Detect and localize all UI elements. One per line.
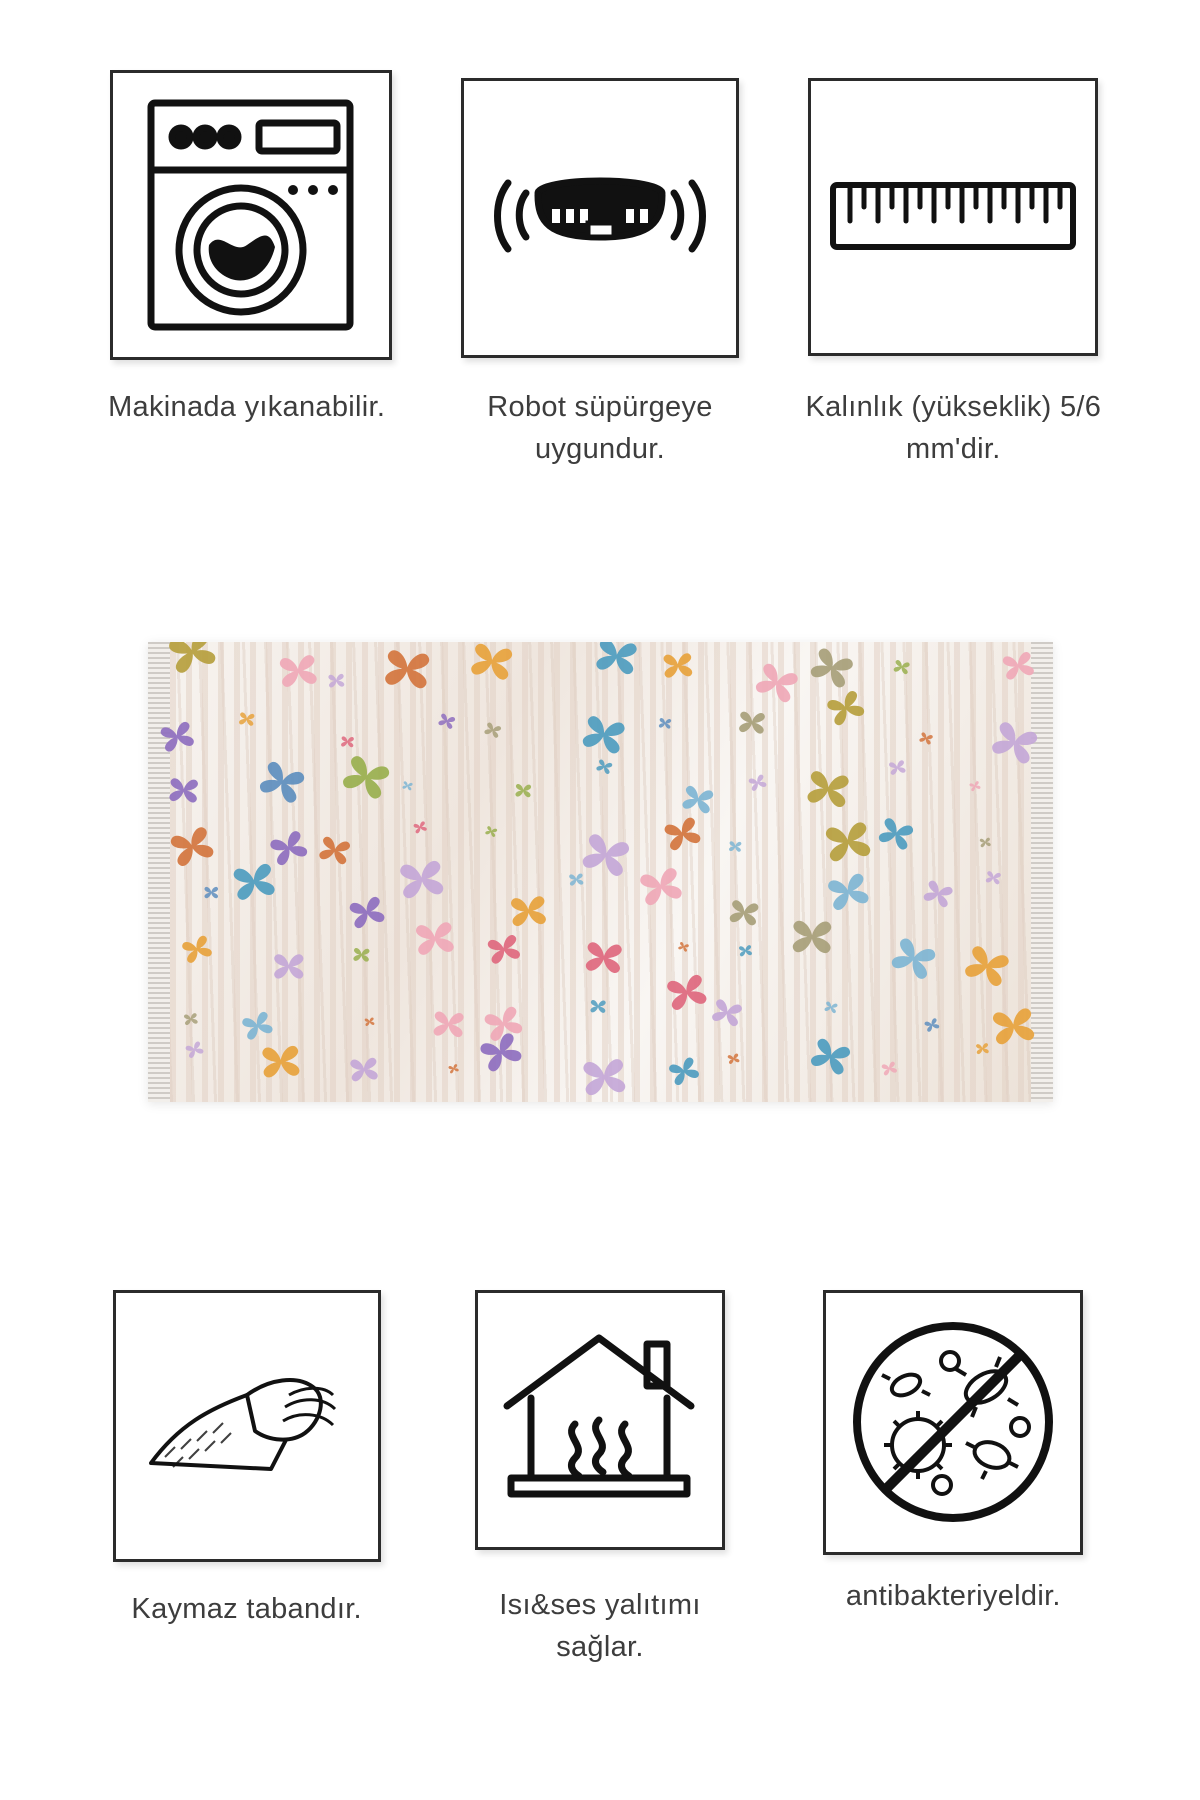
butterfly-motif <box>918 874 958 914</box>
butterfly-motif <box>745 770 769 794</box>
butterfly-motif <box>394 851 449 906</box>
butterfly-motif <box>917 729 935 747</box>
feature-caption: Robot süpürgeye uygundur. <box>487 391 713 466</box>
feature-caption: Kalınlık (yükseklik) 5/6 mm'dir. <box>805 391 1102 466</box>
butterfly-motif <box>891 656 912 677</box>
butterfly-motif <box>633 858 688 913</box>
washing-machine-icon <box>110 70 392 360</box>
butterfly-motif <box>237 709 257 729</box>
feature-antibacterial <box>777 1290 1130 1668</box>
butterfly-motif <box>177 929 218 970</box>
butterfly-motif <box>466 642 520 688</box>
butterfly-motif <box>482 927 525 970</box>
butterfly-motif <box>483 823 499 839</box>
butterfly-motif <box>379 642 435 696</box>
butterfly-motif <box>567 870 585 888</box>
butterfly-motif <box>588 996 607 1015</box>
butterfly-motif <box>227 854 280 907</box>
butterfly-motif <box>363 1016 376 1029</box>
butterfly-motif <box>163 816 221 874</box>
butterfly-motif <box>182 1010 200 1028</box>
butterfly-motif <box>411 818 429 836</box>
butterfly-motif <box>401 779 415 793</box>
butterfly-motif <box>166 772 202 808</box>
butterfly-motif <box>822 998 839 1015</box>
butterfly-motif <box>663 1050 704 1091</box>
butterfly-motif <box>725 893 762 930</box>
butterfly-motif <box>590 642 642 682</box>
feature-row-top <box>70 70 1130 470</box>
butterfly-motif <box>958 935 1018 995</box>
butterfly-motif <box>748 654 806 712</box>
butterfly-motif <box>967 779 982 794</box>
butterfly-motif <box>737 942 754 959</box>
feature-thickness <box>777 70 1130 470</box>
butterfly-motif <box>429 1004 467 1042</box>
butterfly-motif <box>258 1038 304 1084</box>
butterfly-motif <box>727 838 743 854</box>
butterfly-motif <box>160 642 223 682</box>
butterfly-motif <box>182 1037 207 1062</box>
butterfly-motif <box>708 992 748 1032</box>
butterfly-motif <box>576 706 632 762</box>
butterfly-motif <box>334 745 397 808</box>
butterfly-motif <box>819 812 877 870</box>
butterfly-motif <box>577 1050 630 1102</box>
butterfly-motif <box>736 706 769 739</box>
feature-row-bottom <box>70 1290 1130 1668</box>
butterfly-motif <box>922 1014 942 1034</box>
butterfly-motif <box>507 889 551 933</box>
non-slip-base-icon <box>113 1290 381 1562</box>
rug-field <box>170 642 1031 1102</box>
butterfly-motif <box>326 671 346 691</box>
butterfly-motif <box>660 965 712 1017</box>
butterfly-motif <box>983 868 1003 888</box>
butterfly-motif <box>447 1062 461 1076</box>
butterfly-motif <box>513 781 533 801</box>
butterfly-motif <box>346 1052 381 1087</box>
feature-non-slip <box>70 1290 423 1668</box>
butterfly-motif <box>978 835 992 849</box>
ruler-icon <box>808 78 1098 356</box>
butterfly-motif <box>788 912 836 960</box>
butterfly-motif <box>987 999 1040 1052</box>
butterfly-motif <box>804 1029 858 1083</box>
butterfly-motif <box>274 647 321 694</box>
house-heat-sound-icon <box>475 1290 725 1550</box>
feature-caption: antibakteriyeldir. <box>845 1580 1061 1612</box>
butterfly-motif <box>344 888 391 935</box>
butterfly-motif <box>974 1040 990 1056</box>
butterfly-motif <box>203 884 220 901</box>
butterfly-motif <box>435 709 458 732</box>
butterfly-motif <box>271 948 307 984</box>
butterfly-motif <box>657 715 673 731</box>
butterfly-motif <box>660 647 696 683</box>
butterfly-motif <box>873 809 920 856</box>
butterfly-motif <box>886 756 908 778</box>
feature-robot-vacuum <box>423 70 776 470</box>
butterfly-motif <box>482 719 505 742</box>
butterfly-motif <box>352 945 372 965</box>
feature-caption: Isı&ses yalıtımı sağlar. <box>499 1589 701 1664</box>
butterfly-motif <box>879 1058 900 1079</box>
butterfly-motif <box>801 761 854 814</box>
butterfly-motif <box>252 751 313 812</box>
butterfly-pattern-rug <box>148 642 1053 1102</box>
feature-caption: Makinada yıkanabilir. <box>108 391 386 423</box>
butterfly-motif <box>821 864 875 918</box>
butterfly-motif <box>676 939 691 954</box>
butterfly-motif <box>314 829 355 870</box>
antibacterial-icon <box>823 1290 1083 1555</box>
feature-machine-washable <box>70 70 423 470</box>
butterfly-motif <box>726 1050 742 1066</box>
butterfly-motif <box>581 935 626 980</box>
butterfly-motif <box>410 914 458 962</box>
rug-fringe-left <box>148 642 170 1102</box>
feature-insulation <box>423 1290 776 1668</box>
butterfly-motif <box>884 927 944 987</box>
feature-caption: Kaymaz tabandır. <box>131 1593 362 1625</box>
butterfly-motif <box>820 682 871 733</box>
robot-vacuum-icon <box>461 78 739 358</box>
